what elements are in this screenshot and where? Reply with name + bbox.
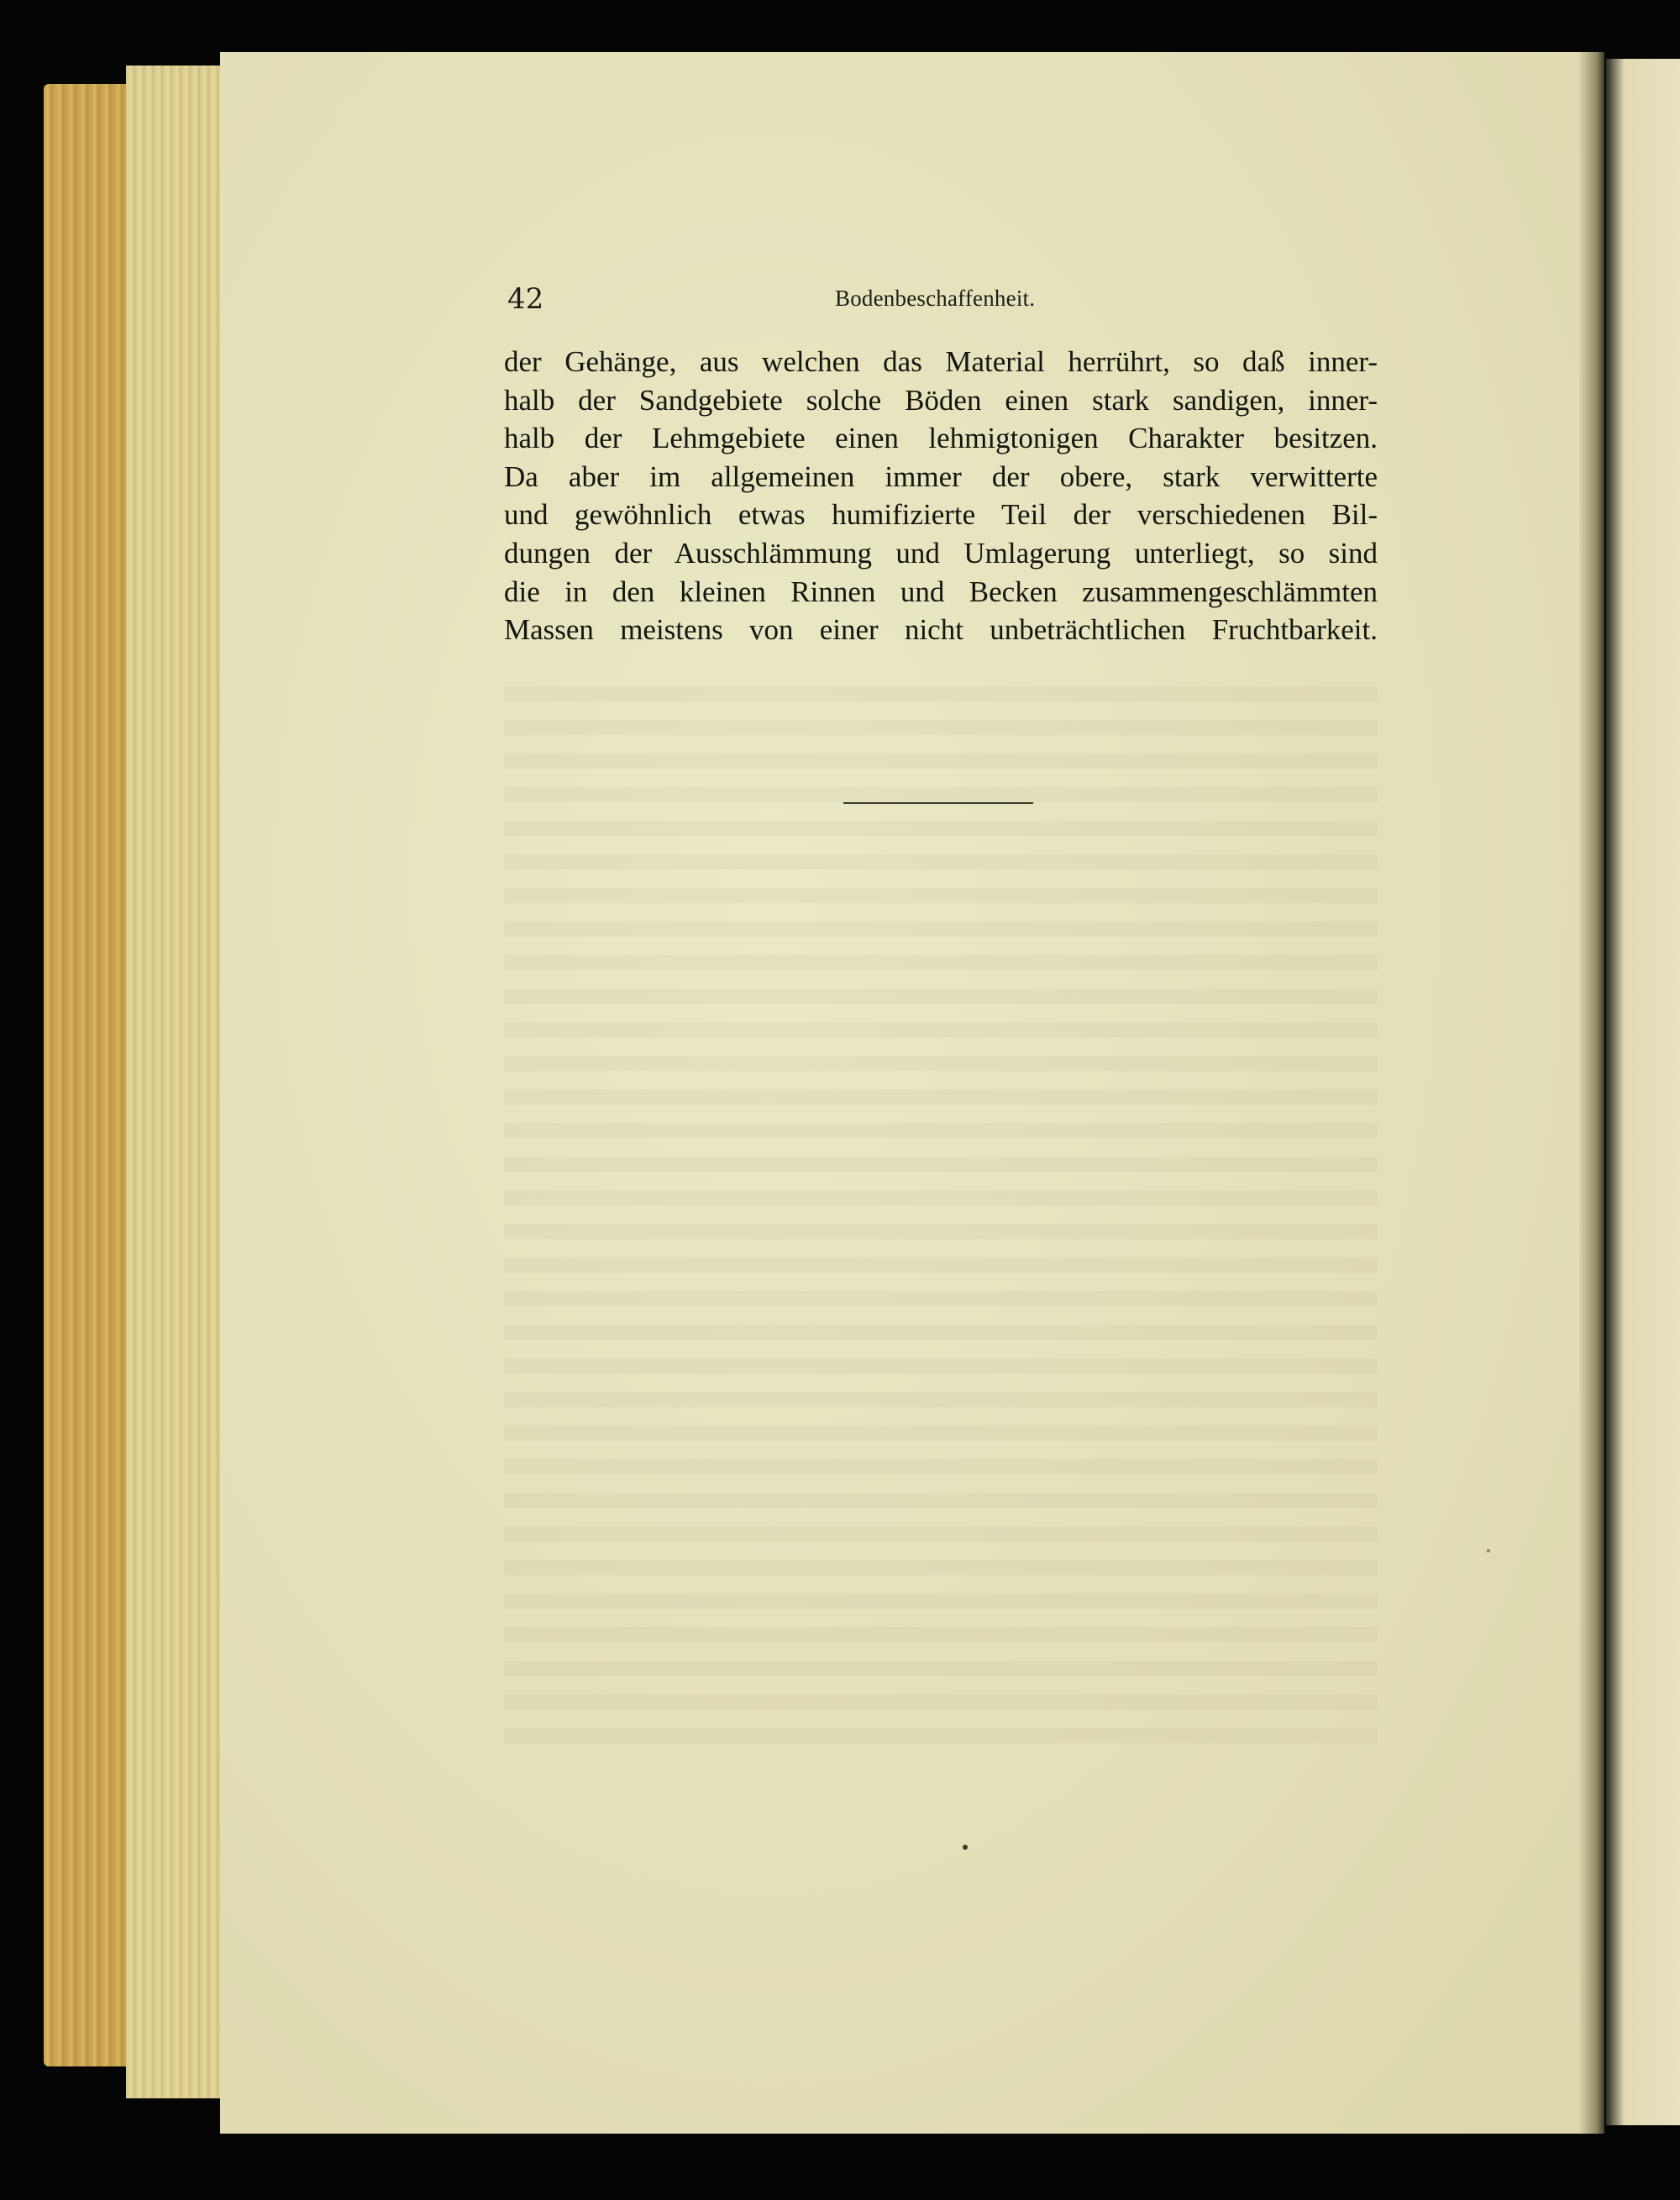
bleed-through-texture — [504, 668, 1378, 1751]
facing-page-edge — [1606, 59, 1680, 2125]
text-line: der Gehänge, aus welchen das Material herrührt, so daß inner- — [504, 345, 1378, 378]
section-end-rule — [843, 802, 1033, 804]
text-line: Da aber im allgemeinen immer der obere, stark verwitterte — [504, 459, 1378, 493]
text-line: die in den kleinen Rinnen und Becken zusammengeschlämmten — [504, 575, 1378, 608]
running-head: Bodenbeschaffenheit. — [835, 286, 1036, 311]
book-gutter — [1579, 52, 1604, 2134]
text-line: dungen der Ausschlämmung und Umlagerung unterliegt, so sind — [504, 536, 1378, 570]
body-paragraph — [504, 343, 1378, 649]
page-header — [507, 282, 1376, 319]
page-edges-inner — [126, 66, 235, 2098]
text-line: halb der Lehmgebiete einen lehmigtonigen Charakter besitzen. — [504, 422, 1378, 455]
text-line: halb der Sandgebiete solche Böden einen stark sandigen, inner- — [504, 383, 1378, 417]
paper-speck — [1487, 1549, 1490, 1552]
paper-speck — [963, 1845, 968, 1850]
text-line: und gewöhnlich etwas humifizierte Teil der verschiedenen Bil- — [504, 498, 1378, 532]
text-line: Massen meistens von einer nicht unbeträchtlichen Fruchtbarkeit. — [504, 613, 1378, 647]
page-number: 42 — [507, 282, 544, 316]
